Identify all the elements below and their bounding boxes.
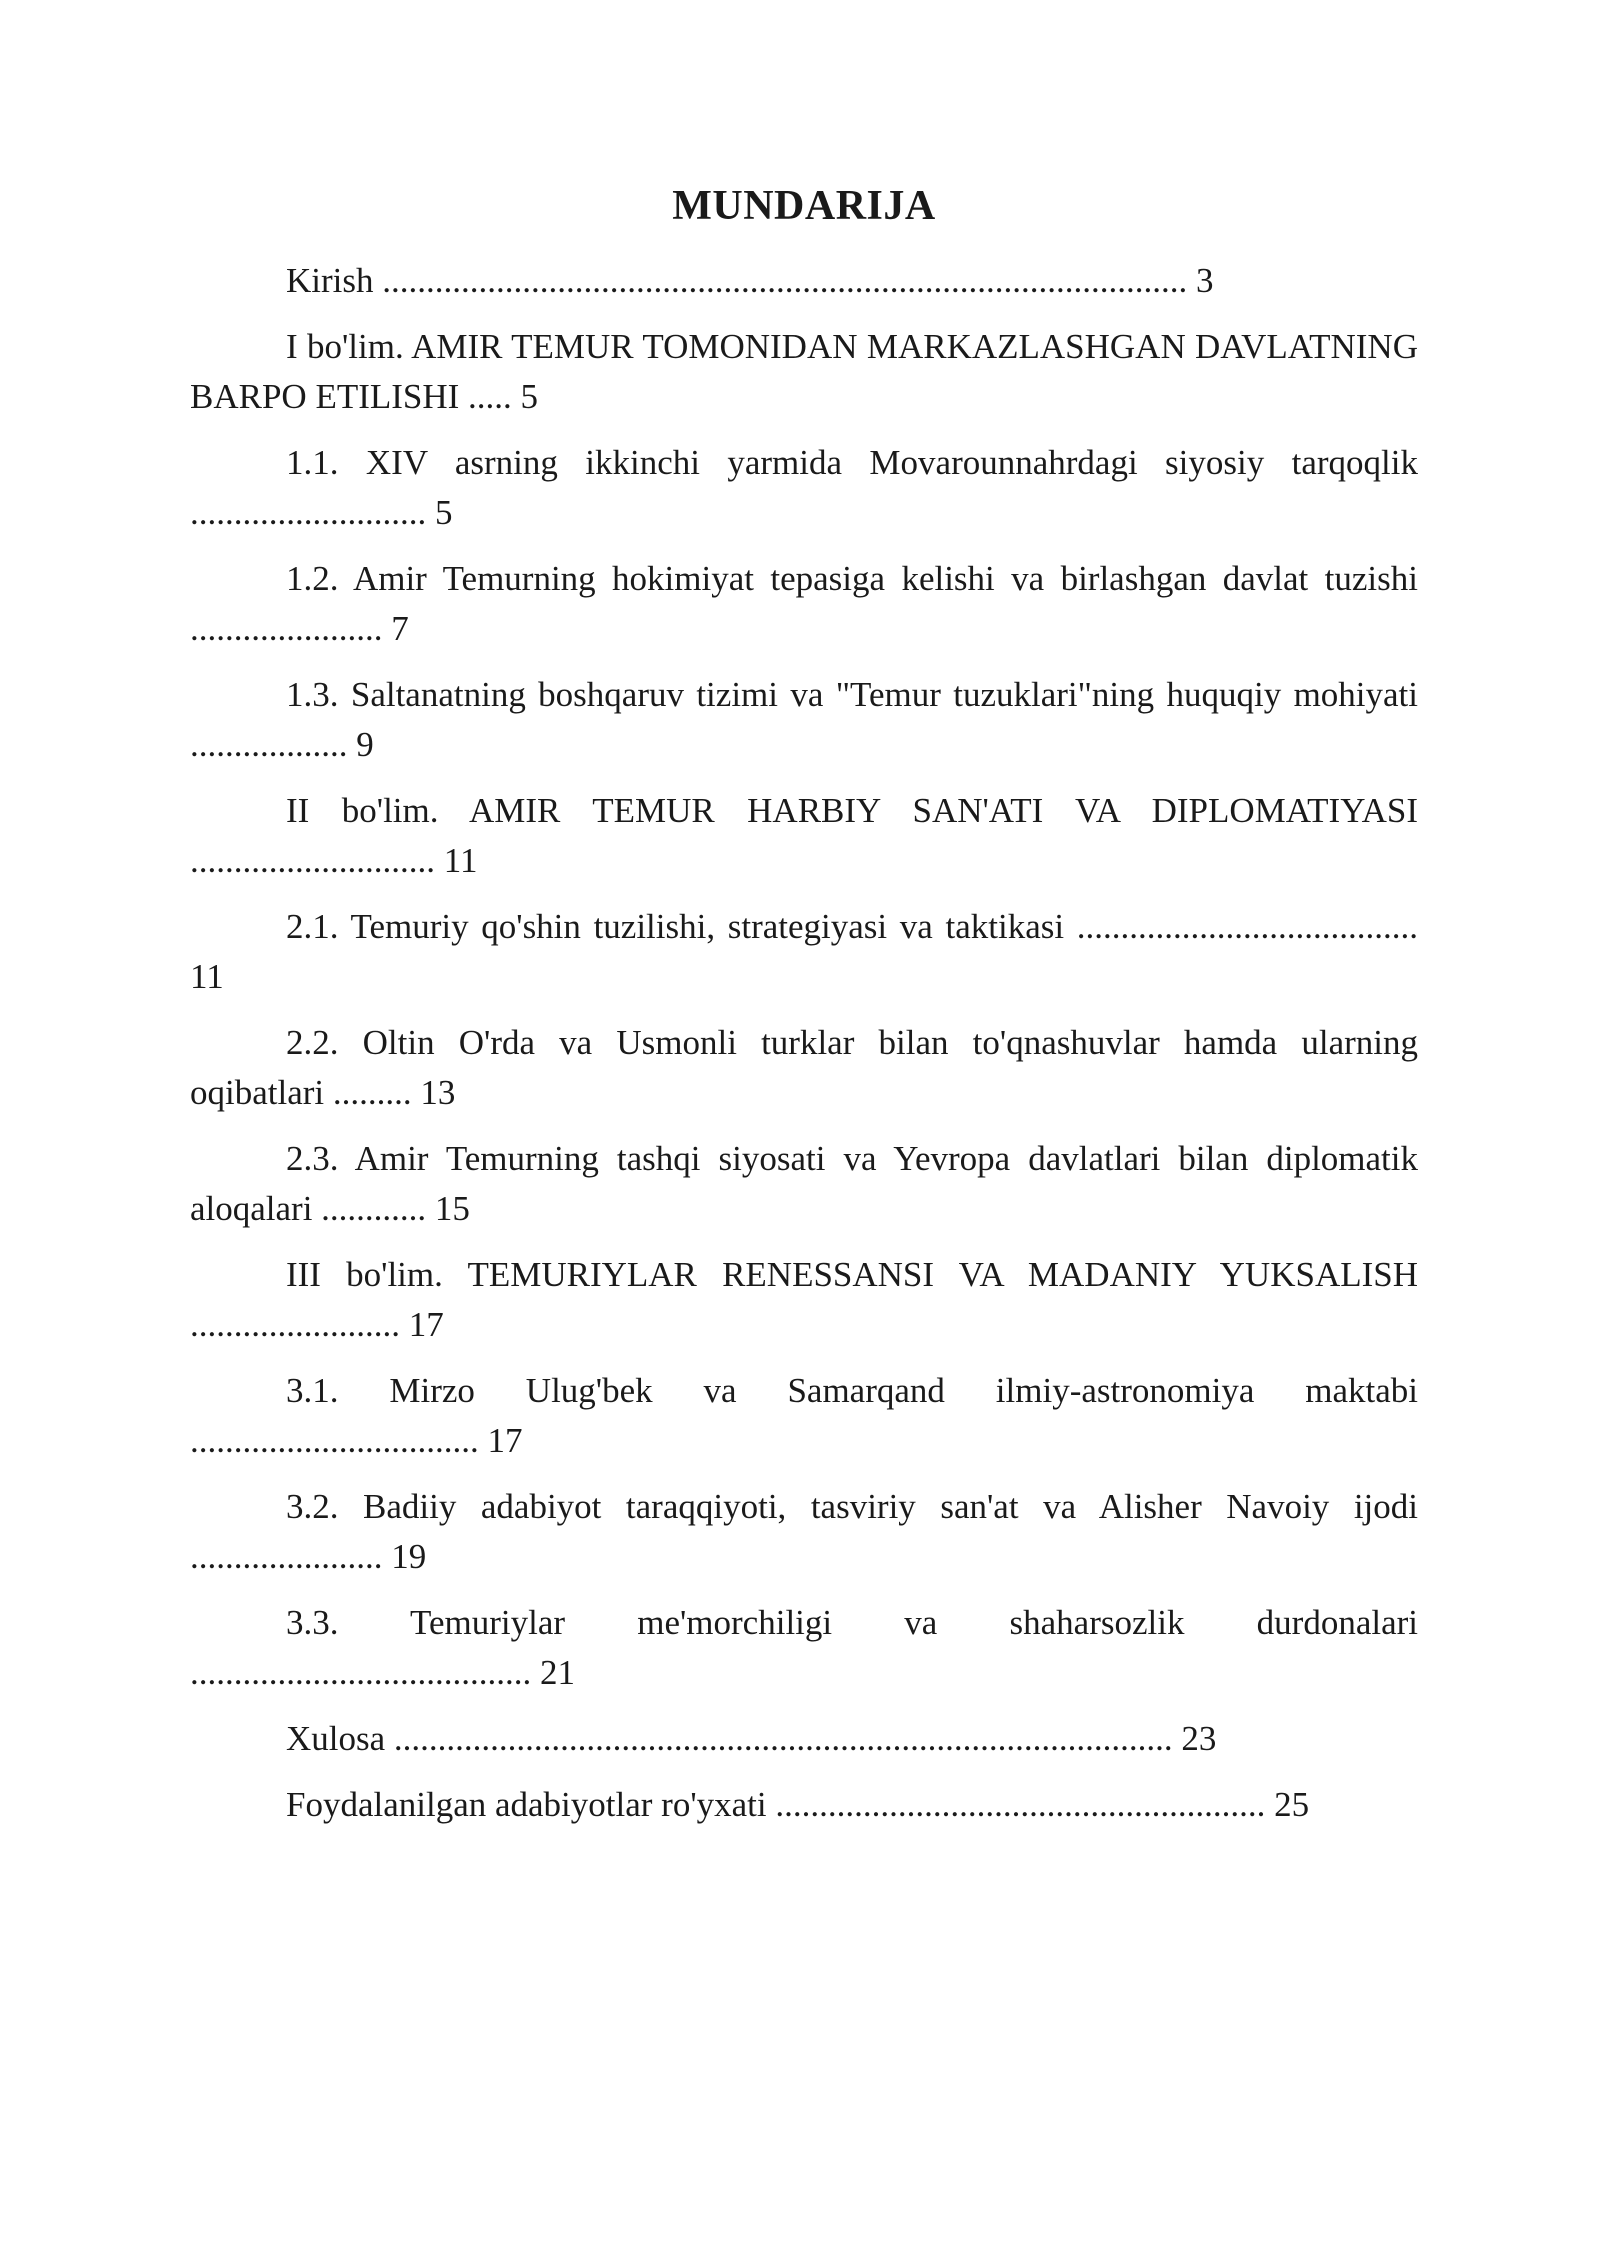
toc-entry-3-2: 3.2. Badiiy adabiyot taraqqiyoti, tasviriy san'at va Alisher Navoiy ijodi ...................... 19 [190,1487,1418,1576]
toc-entry-2-2: 2.2. Oltin O'rda va Usmonli turklar bilan to'qnashuvlar hamda ularning oqibatlari ......... 13 [190,1023,1418,1112]
toc-entry-2-1: 2.1. Temuriy qo'shin tuzilishi, strategiyasi va taktikasi ....................................... 11 [190,907,1418,996]
page-title: MUNDARIJA [672,183,936,229]
toc-entry-3-1: 3.1. Mirzo Ulug'bek va Samarqand ilmiy-astronomiya maktabi ................................. 17 [190,1371,1418,1460]
table-of-contents [190,256,1418,1830]
toc-entry-part-1: I bo'lim. AMIR TEMUR TOMONIDAN MARKAZLASHGAN DAVLATNING BARPO ETILISHI ..... 5 [190,327,1418,416]
toc-entry-part-3: III bo'lim. TEMURIYLAR RENESSANSI VA MADANIY YUKSALISH ........................ 17 [190,1255,1418,1344]
toc-entry-1-3: 1.3. Saltanatning boshqaruv tizimi va "Temur tuzuklari"ning huquqiy mohiyati .................. 9 [190,675,1418,764]
toc-entry-1-1: 1.1. XIV asrning ikkinchi yarmida Movarounnahrdagi siyosiy tarqoqlik ........................... 5 [190,443,1418,532]
toc-entry-part-2: II bo'lim. AMIR TEMUR HARBIY SAN'ATI VA DIPLOMATIYASI ............................ 11 [190,791,1418,880]
document-page [190,180,1418,1846]
toc-entry-conclusion: Xulosa ......................................................................................... 23 [286,1719,1217,1758]
toc-entry-1-2: 1.2. Amir Temurning hokimiyat tepasiga kelishi va birlashgan davlat tuzishi ...................... 7 [190,559,1418,648]
toc-entry-3-3: 3.3. Temuriylar me'morchiligi va shaharsozlik durdonalari ....................................... 21 [190,1603,1418,1692]
toc-entry-references: Foydalanilgan adabiyotlar ro'yxati ........................................................ 25 [286,1785,1310,1824]
toc-entry-introduction: Kirish ............................................................................................ 3 [286,261,1214,300]
toc-entry-2-3: 2.3. Amir Temurning tashqi siyosati va Yevropa davlatlari bilan diplomatik aloqalari ............ 15 [190,1139,1418,1228]
